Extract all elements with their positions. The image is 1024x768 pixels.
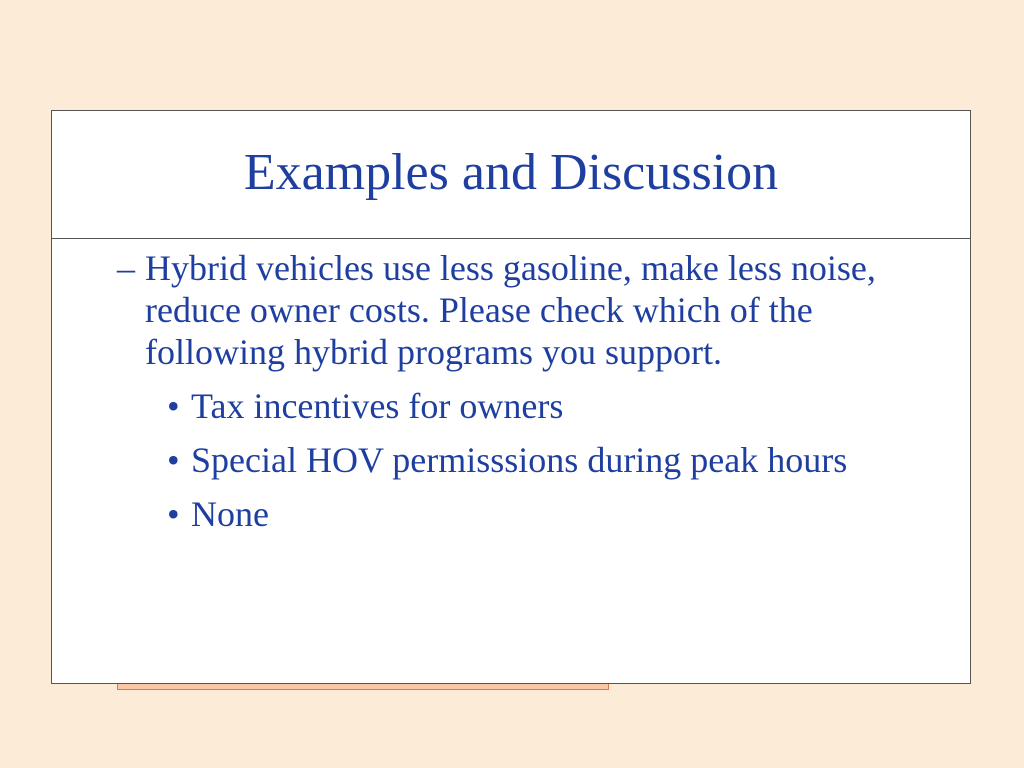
option-text: Special HOV permisssions during peak hours [191, 440, 848, 480]
slide-content-box [51, 110, 971, 684]
option-item-hov-permissions [167, 439, 931, 481]
option-item-tax-incentives [167, 385, 931, 427]
bullet-icon: • [167, 440, 180, 480]
dash-bullet-icon: – [117, 248, 135, 288]
option-item-none [167, 493, 931, 535]
title-area [52, 111, 970, 239]
slide-body [52, 247, 970, 547]
option-text: Tax incentives for owners [191, 386, 564, 426]
slide-title: Examples and Discussion [243, 143, 779, 201]
bullet-icon: • [167, 494, 180, 534]
intro-item [117, 247, 960, 535]
bullet-icon: • [167, 386, 180, 426]
option-text: None [191, 494, 269, 534]
intro-text: Hybrid vehicles use less gasoline, make less noise, reduce owner costs. Please check which of the following hybrid programs you support. [145, 248, 876, 372]
option-list [145, 385, 960, 535]
decorative-accent-bar [117, 684, 609, 690]
